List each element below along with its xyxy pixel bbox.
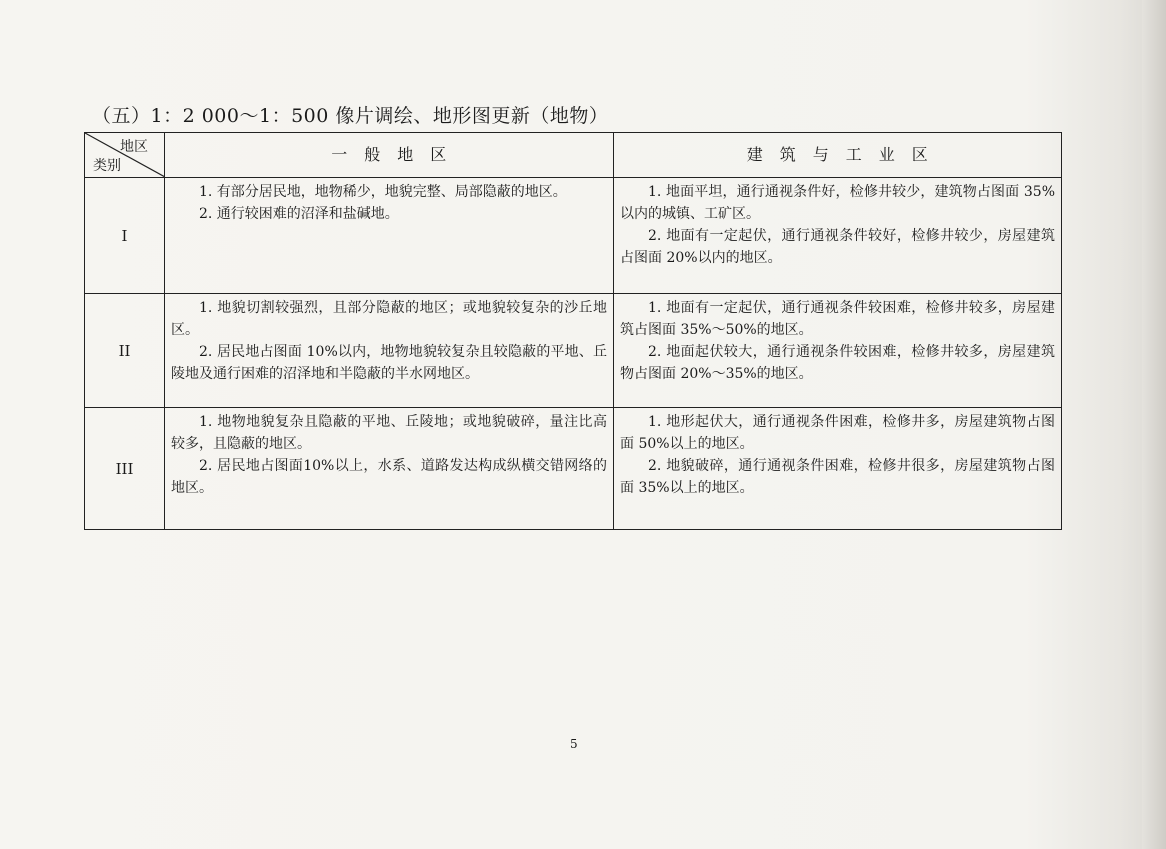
general-area-cell [165,178,614,294]
corner-label-region: 地区 [120,139,148,155]
page-edge-shadow [1142,0,1166,849]
category-cell: II [85,294,165,408]
general-area-cell [165,294,614,408]
category-cell: III [85,408,165,530]
criterion-item: 1. 地面有一定起伏，通行通视条件较困难，检修井较多，房屋建筑占图面 35%～50%的地区。 [620,300,1055,338]
header-industrial-area: 建 筑 与 工 业 区 [614,133,1062,178]
criterion-item: 2. 地面起伏较大，通行通视条件较困难，检修井较多，房屋建筑物占图面 20%～35%的地区。 [620,344,1055,382]
classification-table [84,132,1062,530]
table-header-row [85,133,1062,178]
criterion-item: 2. 地面有一定起伏，通行通视条件较好，检修井较少，房屋建筑占图面 20%以内的地区。 [620,228,1055,266]
page-number: 5 [570,737,578,751]
criterion-item: 1. 地貌切割较强烈，且部分隐蔽的地区；或地貌较复杂的沙丘地区。 [171,300,607,338]
table-row [85,408,1062,530]
criterion-item: 1. 地物地貌复杂且隐蔽的平地、丘陵地；或地貌破碎，量注比高较多，且隐蔽的地区。 [171,414,607,452]
criterion-item: 2. 地貌破碎，通行通视条件困难，检修井很多，房屋建筑物占图面 35%以上的地区。 [620,458,1055,496]
criterion-item: 1. 地形起伏大，通行通视条件困难，检修井多，房屋建筑物占图面 50%以上的地区。 [620,414,1055,452]
corner-cell [85,133,165,178]
industrial-area-cell [614,408,1062,530]
general-area-cell [165,408,614,530]
criterion-item: 1. 地面平坦，通行通视条件好，检修井较少，建筑物占图面 35%以内的城镇、工矿区。 [620,184,1055,222]
criterion-item: 2. 通行较困难的沼泽和盐碱地。 [199,206,399,222]
corner-label-category: 类别 [93,158,121,174]
industrial-area-cell [614,294,1062,408]
table-row [85,178,1062,294]
criterion-item: 2. 居民地占图面 10%以内，地物地貌较复杂且较隐蔽的平地、丘陵地及通行困难的沼泽地和半隐蔽的半水网地区。 [171,344,607,382]
section-title: （五）1：2 000～1：500 像片调绘、地形图更新（地物） [92,105,609,127]
table-row [85,294,1062,408]
header-general-area: 一 般 地 区 [165,133,614,178]
criterion-item: 1. 有部分居民地，地物稀少，地貌完整、局部隐蔽的地区。 [199,184,567,200]
criterion-item: 2. 居民地占图面10%以上，水系、道路发达构成纵横交错网络的地区。 [171,458,607,496]
category-cell: I [85,178,165,294]
industrial-area-cell [614,178,1062,294]
